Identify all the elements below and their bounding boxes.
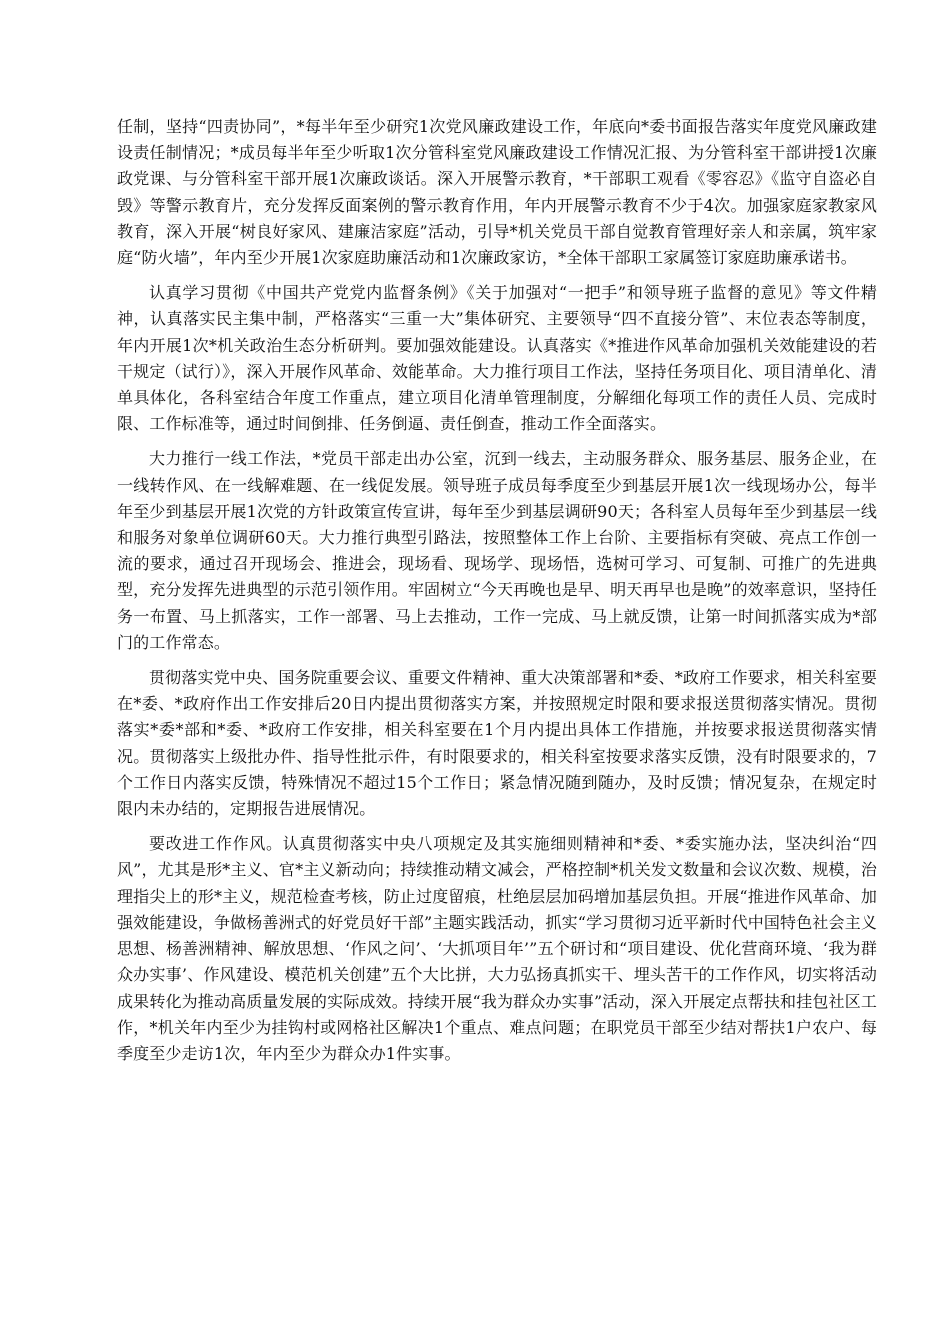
paragraph-continuation: 任制，坚持“四责协同”，*每半年至少研究1次党风廉政建设工作，年底向*委书面报告落实年度党风廉政建设责任制情况；*成员每半年至少听取1次分管科室党风廉政建设工作情况汇报、为分管科室干部讲授1次廉政党课、与分管科室干部开展1次廉政谈话。深入开展警示教育，*干部职工观看《零容忍》《监守自盗必自毁》等警示教育片，充分发挥反面案例的警示教育作用，年内开展警示教育不少于4次。加强家庭家教家风教育，深入开展“树良好家风、建廉洁家庭”活动，引导*机关党员干部自觉教育管理好亲人和亲属，筑牢家庭“防火墙”，年内至少开展1次家庭助廉活动和1次廉政家访，*全体干部职工家属签订家庭助廉承诺书。 <box>117 117 877 268</box>
paragraph-implementation: 贯彻落实党中央、国务院重要会议、重要文件精神、重大决策部署和*委、*政府工作要求，相关科室要在*委、*政府作出工作安排后20日内提出贯彻落实方案，并按照规定时限和要求报送贯彻落实情况。贯彻落实*委*部和*委、*政府工作安排，相关科室要在1个月内提出具体工作措施，并按要求报送贯彻落实情况。贯彻落实上级批办件、指导性批示件，有时限要求的，相关科室按要求落实反馈，没有时限要求的，7个工作日内落实反馈，特殊情况不超过15个工作日；紧急情况随到随办，及时反馈；情况复杂，在规定时限内未办结的，定期报告进展情况。 <box>117 668 877 819</box>
document-page <box>117 114 877 1067</box>
paragraph-supervision: 认真学习贯彻《中国共产党党内监督条例》《关于加强对“一把手”和领导班子监督的意见》等文件精神，认真落实民主集中制，严格落实“三重一大”集体研究、主要领导“四不直接分管”、末位表态等制度，年内开展1次*机关政治生态分析研判。要加强效能建设。认真落实《*推进作风革命加强机关效能建设的若干规定（试行）》，深入开展作风革命、效能革命。大力推行项目工作法，坚持任务项目化、项目清单化、清单具体化，各科室结合年度工作重点，建立项目化清单管理制度，分解细化每项工作的责任人员、完成时限、工作标准等，通过时间倒排、任务倒逼、责任倒查，推动工作全面落实。 <box>117 283 877 434</box>
paragraph-frontline-work: 大力推行一线工作法，*党员干部走出办公室，沉到一线去，主动服务群众、服务基层、服务企业，在一线转作风、在一线解难题、在一线促发展。领导班子成员每季度至少到基层开展1次一线现场办公，每半年至少到基层开展1次党的方针政策宣传宣讲，每年至少到基层调研90天；各科室人员每年至少到基层一线和服务对象单位调研60天。大力推行典型引路法，按照整体工作上台阶、主要指标有突破、亮点工作创一流的要求，通过召开现场会、推进会，现场看、现场学、现场悟，选树可学习、可复制、可推广的先进典型，充分发挥先进典型的示范引领作用。牢固树立“今天再晚也是早、明天再早也是晚”的效率意识，坚持任务一布置、马上抓落实，工作一部署、马上去推动，工作一完成、马上就反馈，让第一时间抓落实成为*部门的工作常态。 <box>117 449 877 652</box>
paragraph-work-style: 要改进工作作风。认真贯彻落实中央八项规定及其实施细则精神和*委、*委实施办法，坚决纠治“四风”，尤其是形*主义、官*主义新动向；持续推动精文减会，严格控制*机关发文数量和会议次数、规模，治理指尖上的形*主义，规范检查考核，防止过度留痕，杜绝层层加码增加基层负担。开展“推进作风革命、加强效能建设，争做杨善洲式的好党员好干部”主题实践活动，抓实“学习贯彻习近平新时代中国特色社会主义思想、杨善洲精神、解放思想、‘作风之问’、‘大抓项目年’”五个研讨和“项目建设、优化营商环境、‘我为群众办实事’、作风建设、模范机关创建”五个大比拼，大力弘扬真抓实干、埋头苦干的工作作风，切实将活动成果转化为推动高质量发展的实际成效。持续开展“我为群众办实事”活动，深入开展定点帮扶和挂包社区工作，*机关年内至少为挂钩村或网格社区解决1个重点、难点问题；在职党员干部至少结对帮扶1户农户、每季度至少走访1次，年内至少为群众办1件实事。 <box>117 834 877 1063</box>
